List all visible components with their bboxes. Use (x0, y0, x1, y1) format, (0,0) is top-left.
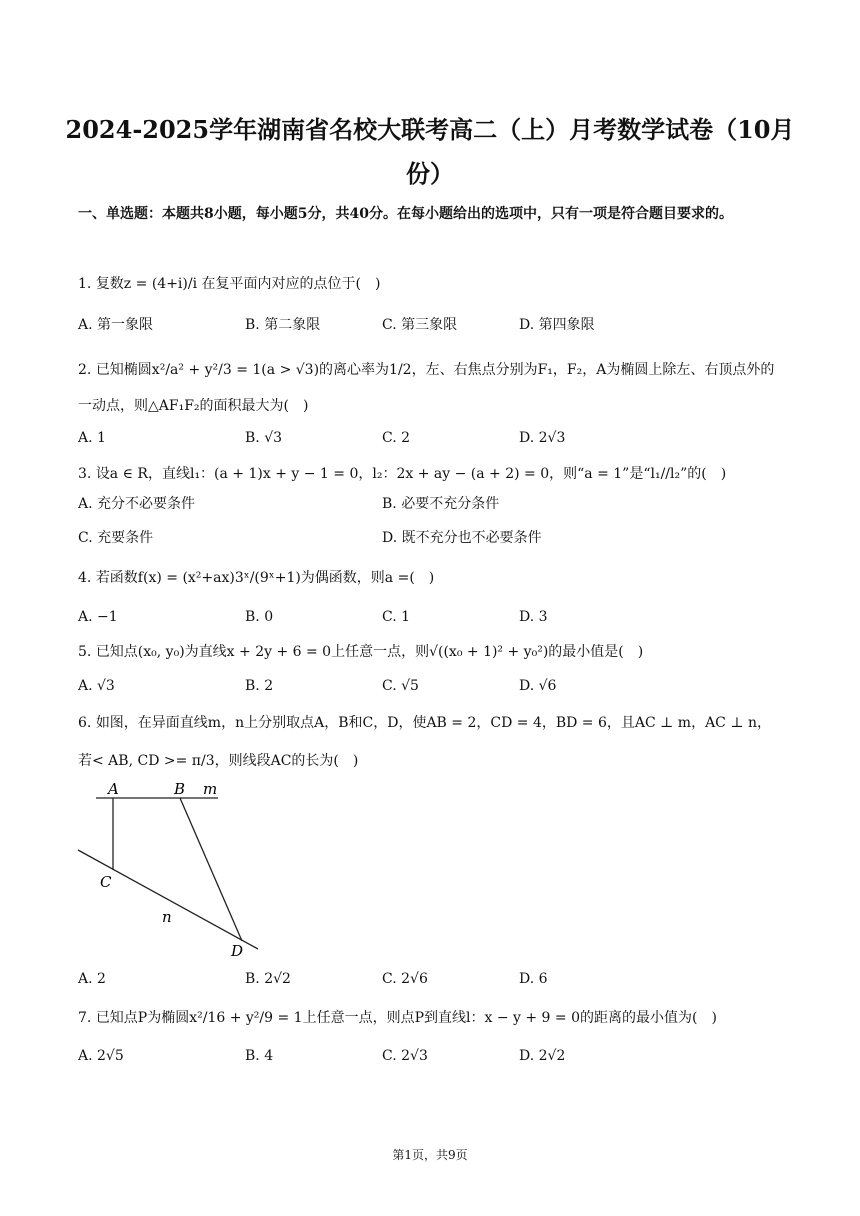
option-c: C. 2 (382, 430, 411, 446)
option-a: A. 1 (78, 430, 106, 446)
question-number: 2. (78, 362, 92, 378)
line-n (78, 850, 258, 949)
option-c: C. 第三象限 (382, 317, 458, 333)
option-a: A. √3 (78, 678, 115, 694)
question-number: 4. (78, 570, 92, 586)
question-stem: 已知点P为椭圆x²/16 + y²/9 = 1上任意一点，则点P到直线l：x − y + 9 = 0的距离的最小值为( ) (95, 1010, 717, 1026)
option-a: A. 充分不必要条件 (78, 496, 196, 512)
question-stem: 如图，在异面直线m，n上分别取点A，B和C，D，使AB = 2，CD = 4，BD = 6，且AC ⊥ m，AC ⊥ n，若< AB, CD >= π/3，则线段AC的长为( ) (78, 715, 771, 769)
option-d: D. 3 (519, 609, 548, 625)
option-b: B. 第二象限 (245, 317, 321, 333)
option-d: D. 既不充分也不必要条件 (382, 530, 542, 546)
option-d: D. 2√2 (519, 1048, 566, 1064)
label-c: C (100, 873, 112, 891)
option-d: D. √6 (519, 678, 557, 694)
option-b: B. 0 (245, 609, 274, 625)
option-b: B. √3 (245, 430, 283, 446)
question-1 (78, 268, 782, 300)
question-4 (78, 562, 782, 594)
option-a: A. 2 (78, 971, 106, 987)
option-b: B. 2 (245, 678, 274, 694)
question-stem: 设a ∈ R，直线l₁：(a + 1)x + y − 1 = 0，l₂：2x + ay − (a + 2) = 0，则“a = 1”是“l₁//l₂”的( ) (95, 466, 727, 482)
page-title: 2024-2025学年湖南省名校大联考高二（上）月考数学试卷（10月份） (65, 115, 795, 188)
question-6 (78, 704, 782, 780)
label-b: B (174, 780, 186, 798)
option-a: A. 2√5 (78, 1048, 124, 1064)
question-5 (78, 636, 782, 668)
label-m: m (203, 780, 218, 798)
question-number: 6. (78, 715, 92, 731)
question-2 (78, 352, 782, 424)
option-a: A. 第一象限 (78, 317, 154, 333)
question-number: 1. (78, 276, 92, 292)
question-stem: 已知点(x₀, y₀)为直线x + 2y + 6 = 0上任意一点，则√((x₀ + 1)² + y₀²)的最小值是( ) (95, 644, 644, 660)
question-stem: 若函数f(x) = (x²+ax)3ˣ/(9ˣ+1)为偶函数，则a =( ) (95, 570, 435, 586)
segment-bd (180, 798, 242, 941)
section-heading: 一、单选题：本题共8小题，每小题5分，共40分。在每小题给出的选项中，只有一项是符合题目要求的。 (78, 206, 733, 222)
option-b: B. 必要不充分条件 (382, 496, 500, 512)
option-c: C. 2√3 (382, 1048, 428, 1064)
option-c: C. 1 (382, 609, 411, 625)
question-number: 5. (78, 644, 92, 660)
page-footer: 第1页，共9页 (392, 1148, 468, 1162)
option-c: C. 2√6 (382, 971, 428, 987)
label-d: D (231, 942, 244, 960)
label-n: n (162, 908, 172, 926)
option-a: A. −1 (78, 609, 118, 625)
skew-lines-figure (76, 776, 276, 962)
option-c: C. 充要条件 (78, 530, 154, 546)
option-d: D. 2√3 (519, 430, 566, 446)
label-a: A (108, 780, 119, 798)
option-d: D. 第四象限 (519, 317, 595, 333)
option-c: C. √5 (382, 678, 419, 694)
option-d: D. 6 (519, 971, 548, 987)
question-7 (78, 1002, 782, 1034)
option-b: B. 4 (245, 1048, 274, 1064)
question-number: 3. (78, 466, 92, 482)
question-stem: 复数z = (4+i)/i 在复平面内对应的点位于( ) (95, 276, 381, 292)
question-3 (78, 458, 782, 490)
question-number: 7. (78, 1010, 92, 1026)
option-b: B. 2√2 (245, 971, 291, 987)
question-stem: 已知椭圆x²/a² + y²/3 = 1(a > √3)的离心率为1/2，左、右焦点分别为F₁，F₂，A为椭圆上除左、右顶点外的一动点，则△AF₁F₂的面积最大为( ) (78, 362, 775, 414)
